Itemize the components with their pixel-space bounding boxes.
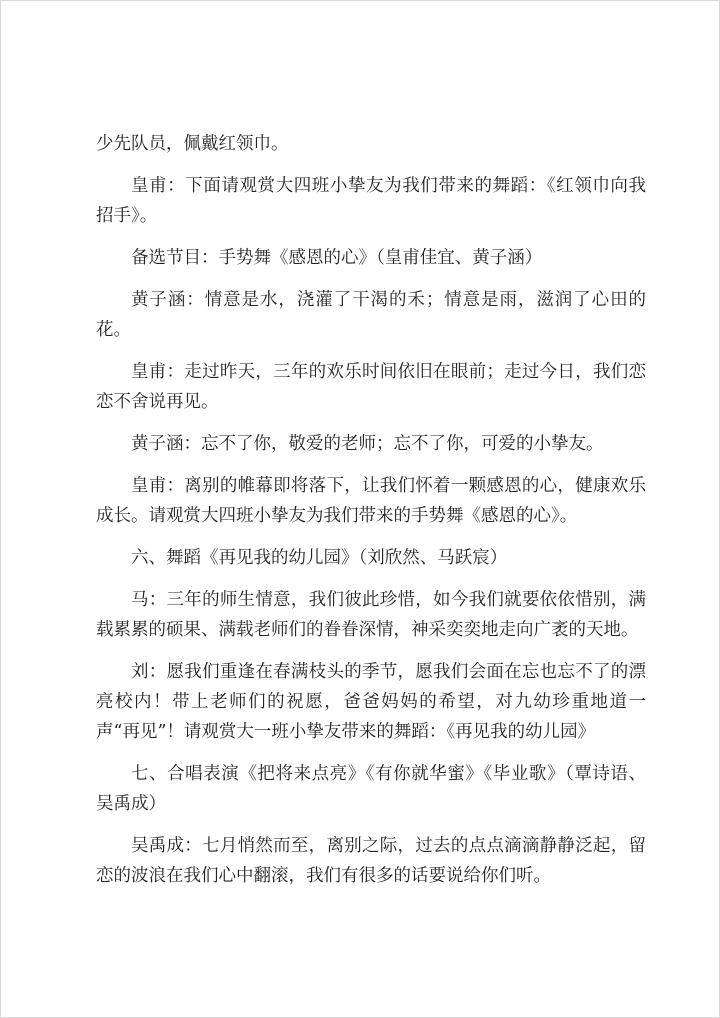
paragraph: 皇甫：离别的帷幕即将落下，让我们怀着一颗感恩的心，健康欢乐成长。请观赏大四班小挚友为我们带来的手势舞《感恩的心》。 — [96, 476, 646, 526]
paragraph: 刘：愿我们重逢在春满枝头的季节，愿我们会面在忘也忘不了的漂亮校内！带上老师们的祝愿，爸爸妈妈的希望，对九幼珍重地道一声“再见”！请观赏大一班小挚友带来的舞蹈：《再见我的幼儿园》 — [96, 662, 646, 742]
paragraph: 备选节目：手势舞《感恩的心》（皇甫佳宜、黄子涵） — [131, 248, 543, 268]
paragraph: 黄子涵：忘不了你，敬爱的老师；忘不了你，可爱的小挚友。 — [131, 434, 604, 454]
paragraph: 吴禹成：七月悄然而至，离别之际，过去的点点滴滴静静泛起，留恋的波浪在我们心中翻滚，我们有很多的话要说给你们听。 — [96, 836, 646, 886]
section-heading: 七、合唱表演《把将来点亮》《有你就华蜜》《毕业歌》（覃诗语、吴禹成） — [96, 764, 646, 814]
paragraph: 皇甫：走过昨天，三年的欢乐时间依旧在眼前；走过今日，我们恋恋不舍说再见。 — [96, 362, 646, 412]
section-heading: 六、舞蹈《再见我的幼儿园》（刘欣然、马跃宸） — [131, 548, 508, 568]
paragraph: 皇甫：下面请观赏大四班小挚友为我们带来的舞蹈：《红领巾向我招手》。 — [96, 176, 646, 226]
paragraph: 黄子涵：情意是水，浇灌了干渴的禾；情意是雨，滋润了心田的花。 — [96, 290, 646, 340]
document-body — [96, 129, 646, 903]
paragraph: 少先队员，佩戴红领巾。 — [96, 134, 289, 154]
paragraph: 马：三年的师生情意，我们彼此珍惜，如今我们就要依依惜别，满载累累的硕果、满载老师们的眷眷深情，神采奕奕地走向广袤的天地。 — [96, 590, 646, 640]
